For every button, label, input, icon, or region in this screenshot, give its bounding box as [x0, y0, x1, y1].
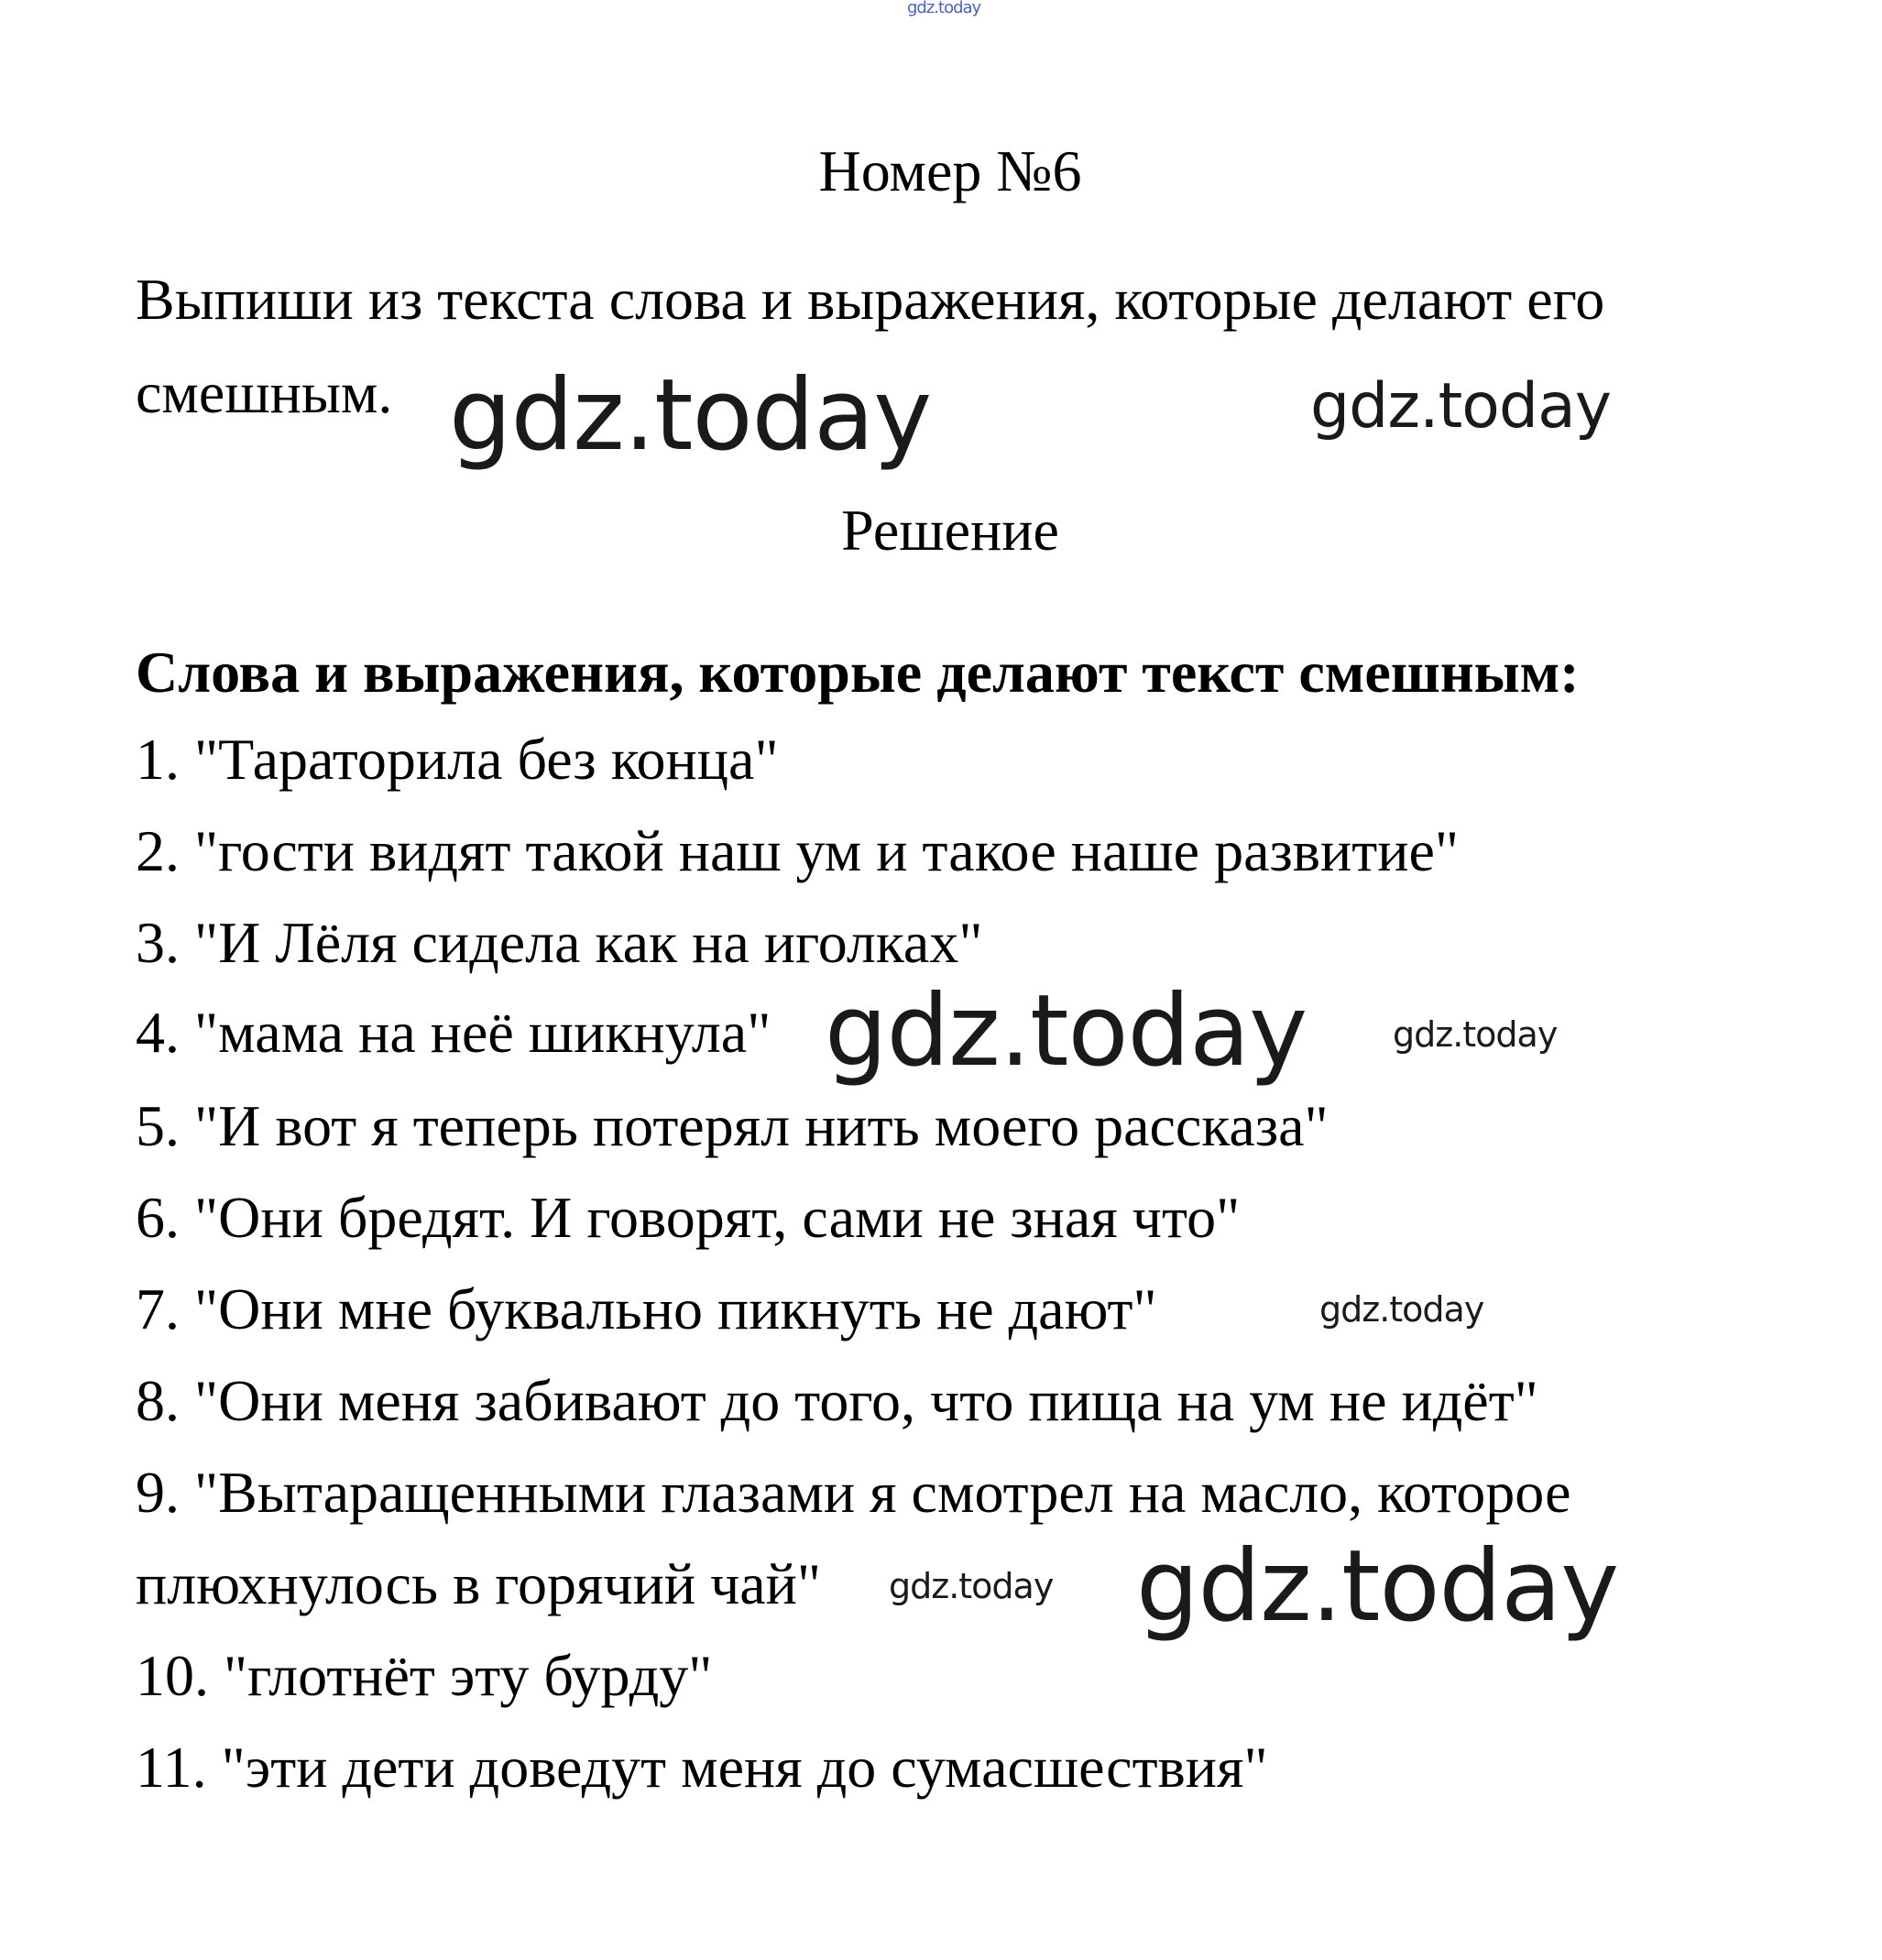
watermark: gdz.today	[449, 358, 932, 473]
list-item: 9. "Вытаращенными глазами я смотрел на масло, которое	[136, 1460, 1571, 1525]
watermark: gdz.today	[1393, 1014, 1558, 1055]
list-item: 7. "Они мне буквально пикнуть не дают"	[136, 1276, 1157, 1341]
list-item: 1. "Тараторила без конца"	[136, 727, 779, 792]
list-item: 6. "Они бредят. И говорят, сами не зная что"	[136, 1185, 1241, 1250]
solution-label: Решение	[841, 498, 1059, 563]
list-item: 8. "Они меня забивают до того, что пища на ум не идёт"	[136, 1368, 1538, 1433]
task-text-line-1: Выпиши из текста слова и выражения, которые делают его	[136, 267, 1605, 332]
task-text-line-2: смешным.	[136, 360, 393, 425]
watermark: gdz.today	[1310, 370, 1611, 443]
watermark: gdz.today	[1136, 1529, 1619, 1644]
watermark: gdz.today	[825, 974, 1308, 1089]
page-title: Номер №6	[818, 138, 1082, 203]
list-item-continuation: плюхнулось в горячий чай"	[136, 1551, 822, 1616]
list-item: 4. "мама на неё шикнула"	[136, 1000, 771, 1065]
list-item: 11. "эти дети доведут меня до сумасшествия"	[136, 1735, 1268, 1800]
list-item: 2. "гости видят такой наш ум и такое наше развитие"	[136, 818, 1459, 883]
list-item: 3. "И Лёля сидела как на иголках"	[136, 910, 983, 975]
solution-heading: Слова и выражения, которые делают текст смешным:	[136, 640, 1580, 705]
list-item: 10. "глотнёт эту бурду"	[136, 1643, 713, 1708]
watermark: gdz.today	[1319, 1289, 1484, 1330]
list-item: 5. "И вот я теперь потерял нить моего рассказа"	[136, 1093, 1329, 1158]
watermark: gdz.today	[889, 1566, 1054, 1606]
watermark-top: gdz.today	[907, 0, 981, 17]
